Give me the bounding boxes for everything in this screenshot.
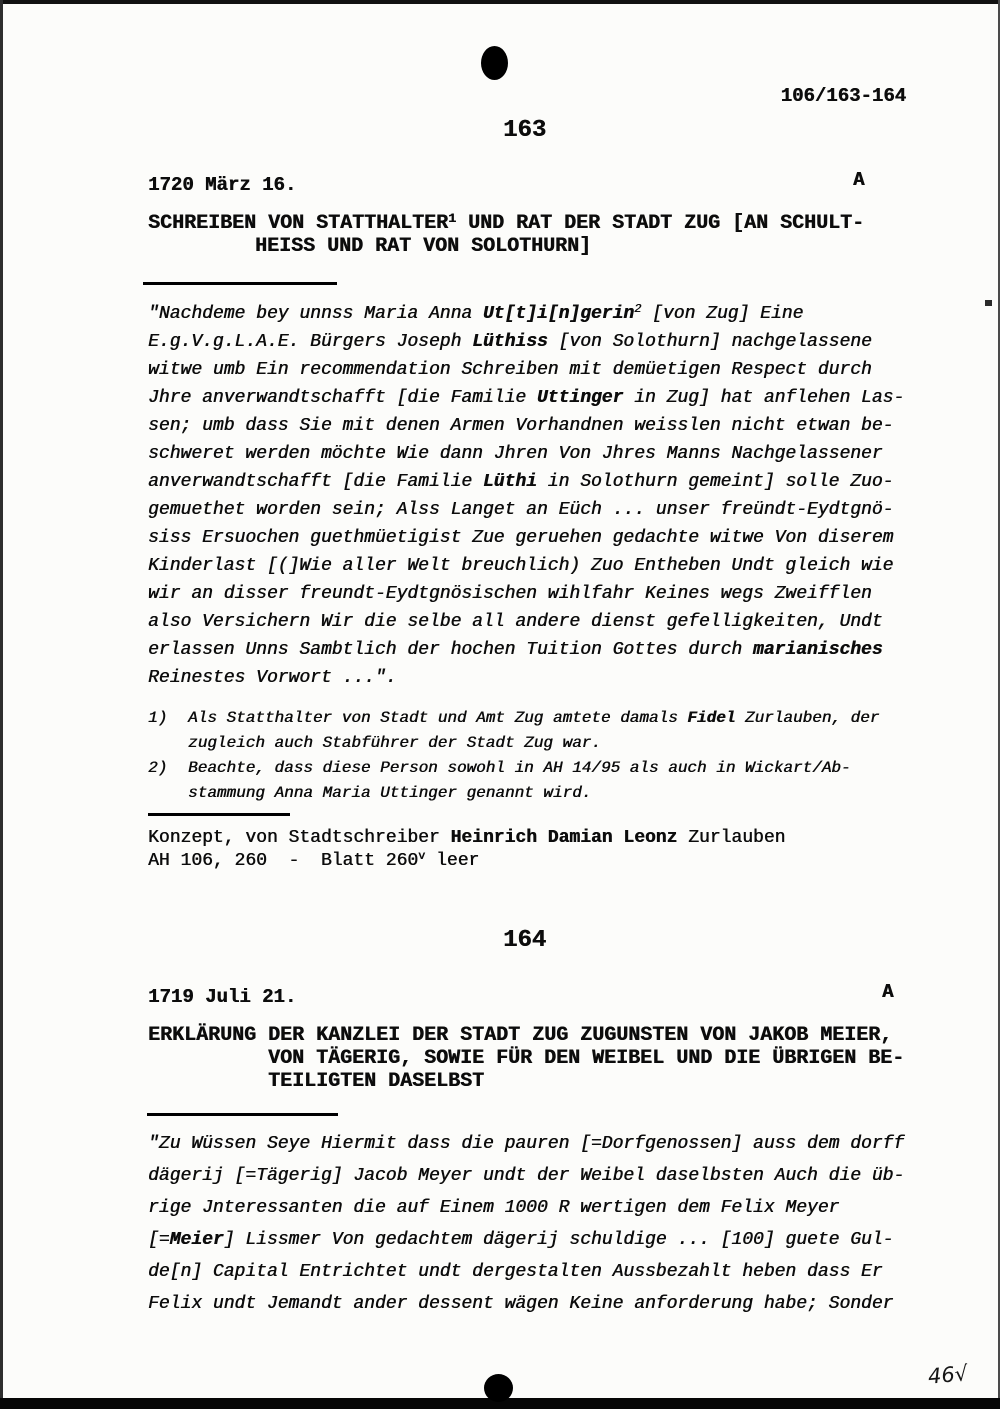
footnote — [148, 706, 879, 756]
footnote — [148, 756, 879, 806]
text-line: de[n] Capital Entrichtet undt dergestalten Aussbezahlt heben dass Er — [148, 1262, 883, 1282]
text-line: E.g.V.g.L.A.E. Bürgers Joseph Lüthiss [von Solothurn] nachgelassene — [148, 332, 872, 352]
entry-163-footnotes — [148, 706, 879, 806]
entry-164-quote — [148, 1128, 904, 1320]
entry-163-source-note — [148, 827, 785, 873]
text-line: sen; umb dass Sie mit denen Armen Vorhandnen weisslen nicht etwan be- — [148, 416, 894, 436]
text-line: zugleich auch Stabführer der Stadt Zug war. — [188, 734, 601, 752]
text-line: ERKLÄRUNG DER KANZLEI DER STADT ZUG ZUGUNSTEN VON JAKOB MEIER, — [148, 1024, 893, 1047]
punch-hole-bottom-icon — [484, 1374, 513, 1402]
entry-164-title — [148, 1024, 904, 1093]
text-line: Reinestes Vorwort ...". — [148, 668, 397, 688]
entry-164-number: 164 — [503, 927, 547, 954]
handwritten-folio-mark: 46√ — [927, 1361, 970, 1389]
separator-rule — [147, 1113, 338, 1116]
separator-rule — [148, 813, 290, 816]
text-line: gemuethet worden sein; Alss Langet an Eüch ... unser freündt-Eydtgnö- — [148, 500, 894, 520]
entry-163-marginal-letter: A — [853, 169, 865, 191]
scan-speck — [985, 300, 992, 306]
text-line: Beachte, dass diese Person sowohl in AH 14/95 als auch in Wickart/Ab- — [188, 759, 851, 777]
text-line: "Zu Wüssen Seye Hiermit dass die pauren [=Dorfgenossen] auss dem dorff — [148, 1134, 905, 1154]
text-line: witwe umb Ein recommendation Schreiben mit demüetigen Respect durch — [148, 360, 872, 380]
footnote-number: 2) — [148, 759, 168, 777]
text-line: TEILIGTEN DASELBST — [268, 1070, 485, 1093]
entry-164-date: 1719 Juli 21. — [148, 986, 297, 1008]
text-line: rige Jnteressanten die auf Einem 1000 R wertigen dem Felix Meyer — [148, 1198, 840, 1218]
footnote-number: 1) — [148, 709, 168, 727]
text-line: dägerij [=Tägerig] Jacob Meyer undt der Weibel daselbsten Auch die üb- — [148, 1166, 905, 1186]
scan-edge-left — [0, 0, 3, 1409]
text-line: wir an disser freundt-Eydtgnösischen wihlfahr Keines wegs Zweifflen — [148, 584, 872, 604]
entry-163-date: 1720 März 16. — [148, 174, 297, 196]
entry-163-number: 163 — [503, 117, 547, 144]
text-line: erlassen Unns Sambtlich der hochen Tuition Gottes durch marianisches — [148, 640, 883, 660]
text-line: schweret werden möchte Wie dann Jhren Von Jhres Manns Nachgelassener — [148, 444, 883, 464]
entry-164-marginal-letter: A — [882, 981, 894, 1003]
text-line: AH 106, 260 - Blatt 260$^v$ leer — [148, 849, 480, 871]
text-line: "Nachdeme bey unnss Maria Anna Ut[t]i[n]gerin$^2$ [von Zug] Eine — [148, 302, 804, 324]
footnote-text — [188, 706, 879, 756]
text-line: Als Statthalter von Stadt und Amt Zug amtete damals Fidel Zurlauben, der — [188, 709, 880, 727]
text-line: Felix undt Jemandt ander dessent wägen Keine anforderung habe; Sonder — [148, 1294, 894, 1314]
text-line: HEISS UND RAT VON SOLOTHURN] — [255, 235, 592, 258]
scan-edge-top — [0, 0, 1000, 4]
text-line: Kinderlast [(]Wie aller Welt breuchlich) Zuo Entheben Undt gleich wie — [148, 556, 894, 576]
archive-reference: 106/163-164 — [780, 85, 906, 107]
footnote-text — [188, 756, 851, 806]
text-line: Konzept, von Stadtschreiber Heinrich Damian Leonz Zurlauben — [148, 828, 786, 848]
text-line: [=Meier] Lissmer Von gedachtem dägerij schuldige ... [100] guete Gul- — [148, 1230, 894, 1250]
separator-rule — [143, 282, 337, 285]
entry-163-quote — [148, 300, 904, 692]
text-line: stammung Anna Maria Uttinger genannt wird. — [188, 784, 592, 802]
entry-163-title — [148, 212, 864, 258]
punch-hole-top-icon — [481, 46, 508, 80]
text-line: siss Ersuochen guethmüetigist Zue geruehen gedachte witwe Von diserem — [148, 528, 894, 548]
text-line: VON TÄGERIG, SOWIE FÜR DEN WEIBEL UND DIE ÜBRIGEN BE- — [268, 1047, 905, 1070]
text-line: Jhre anverwandtschafft [die Familie Uttinger in Zug] hat anflehen Las- — [148, 388, 905, 408]
text-line: SCHREIBEN VON STATTHALTER$^1$ UND RAT DER STADT ZUG [AN SCHULT- — [148, 211, 865, 235]
text-line: also Versichern Wir die selbe all andere dienst gefelligkeiten, Undt — [148, 612, 883, 632]
text-line: anverwandtschafft [die Familie Lüthi in Solothurn gemeint] solle Zuo- — [148, 472, 894, 492]
